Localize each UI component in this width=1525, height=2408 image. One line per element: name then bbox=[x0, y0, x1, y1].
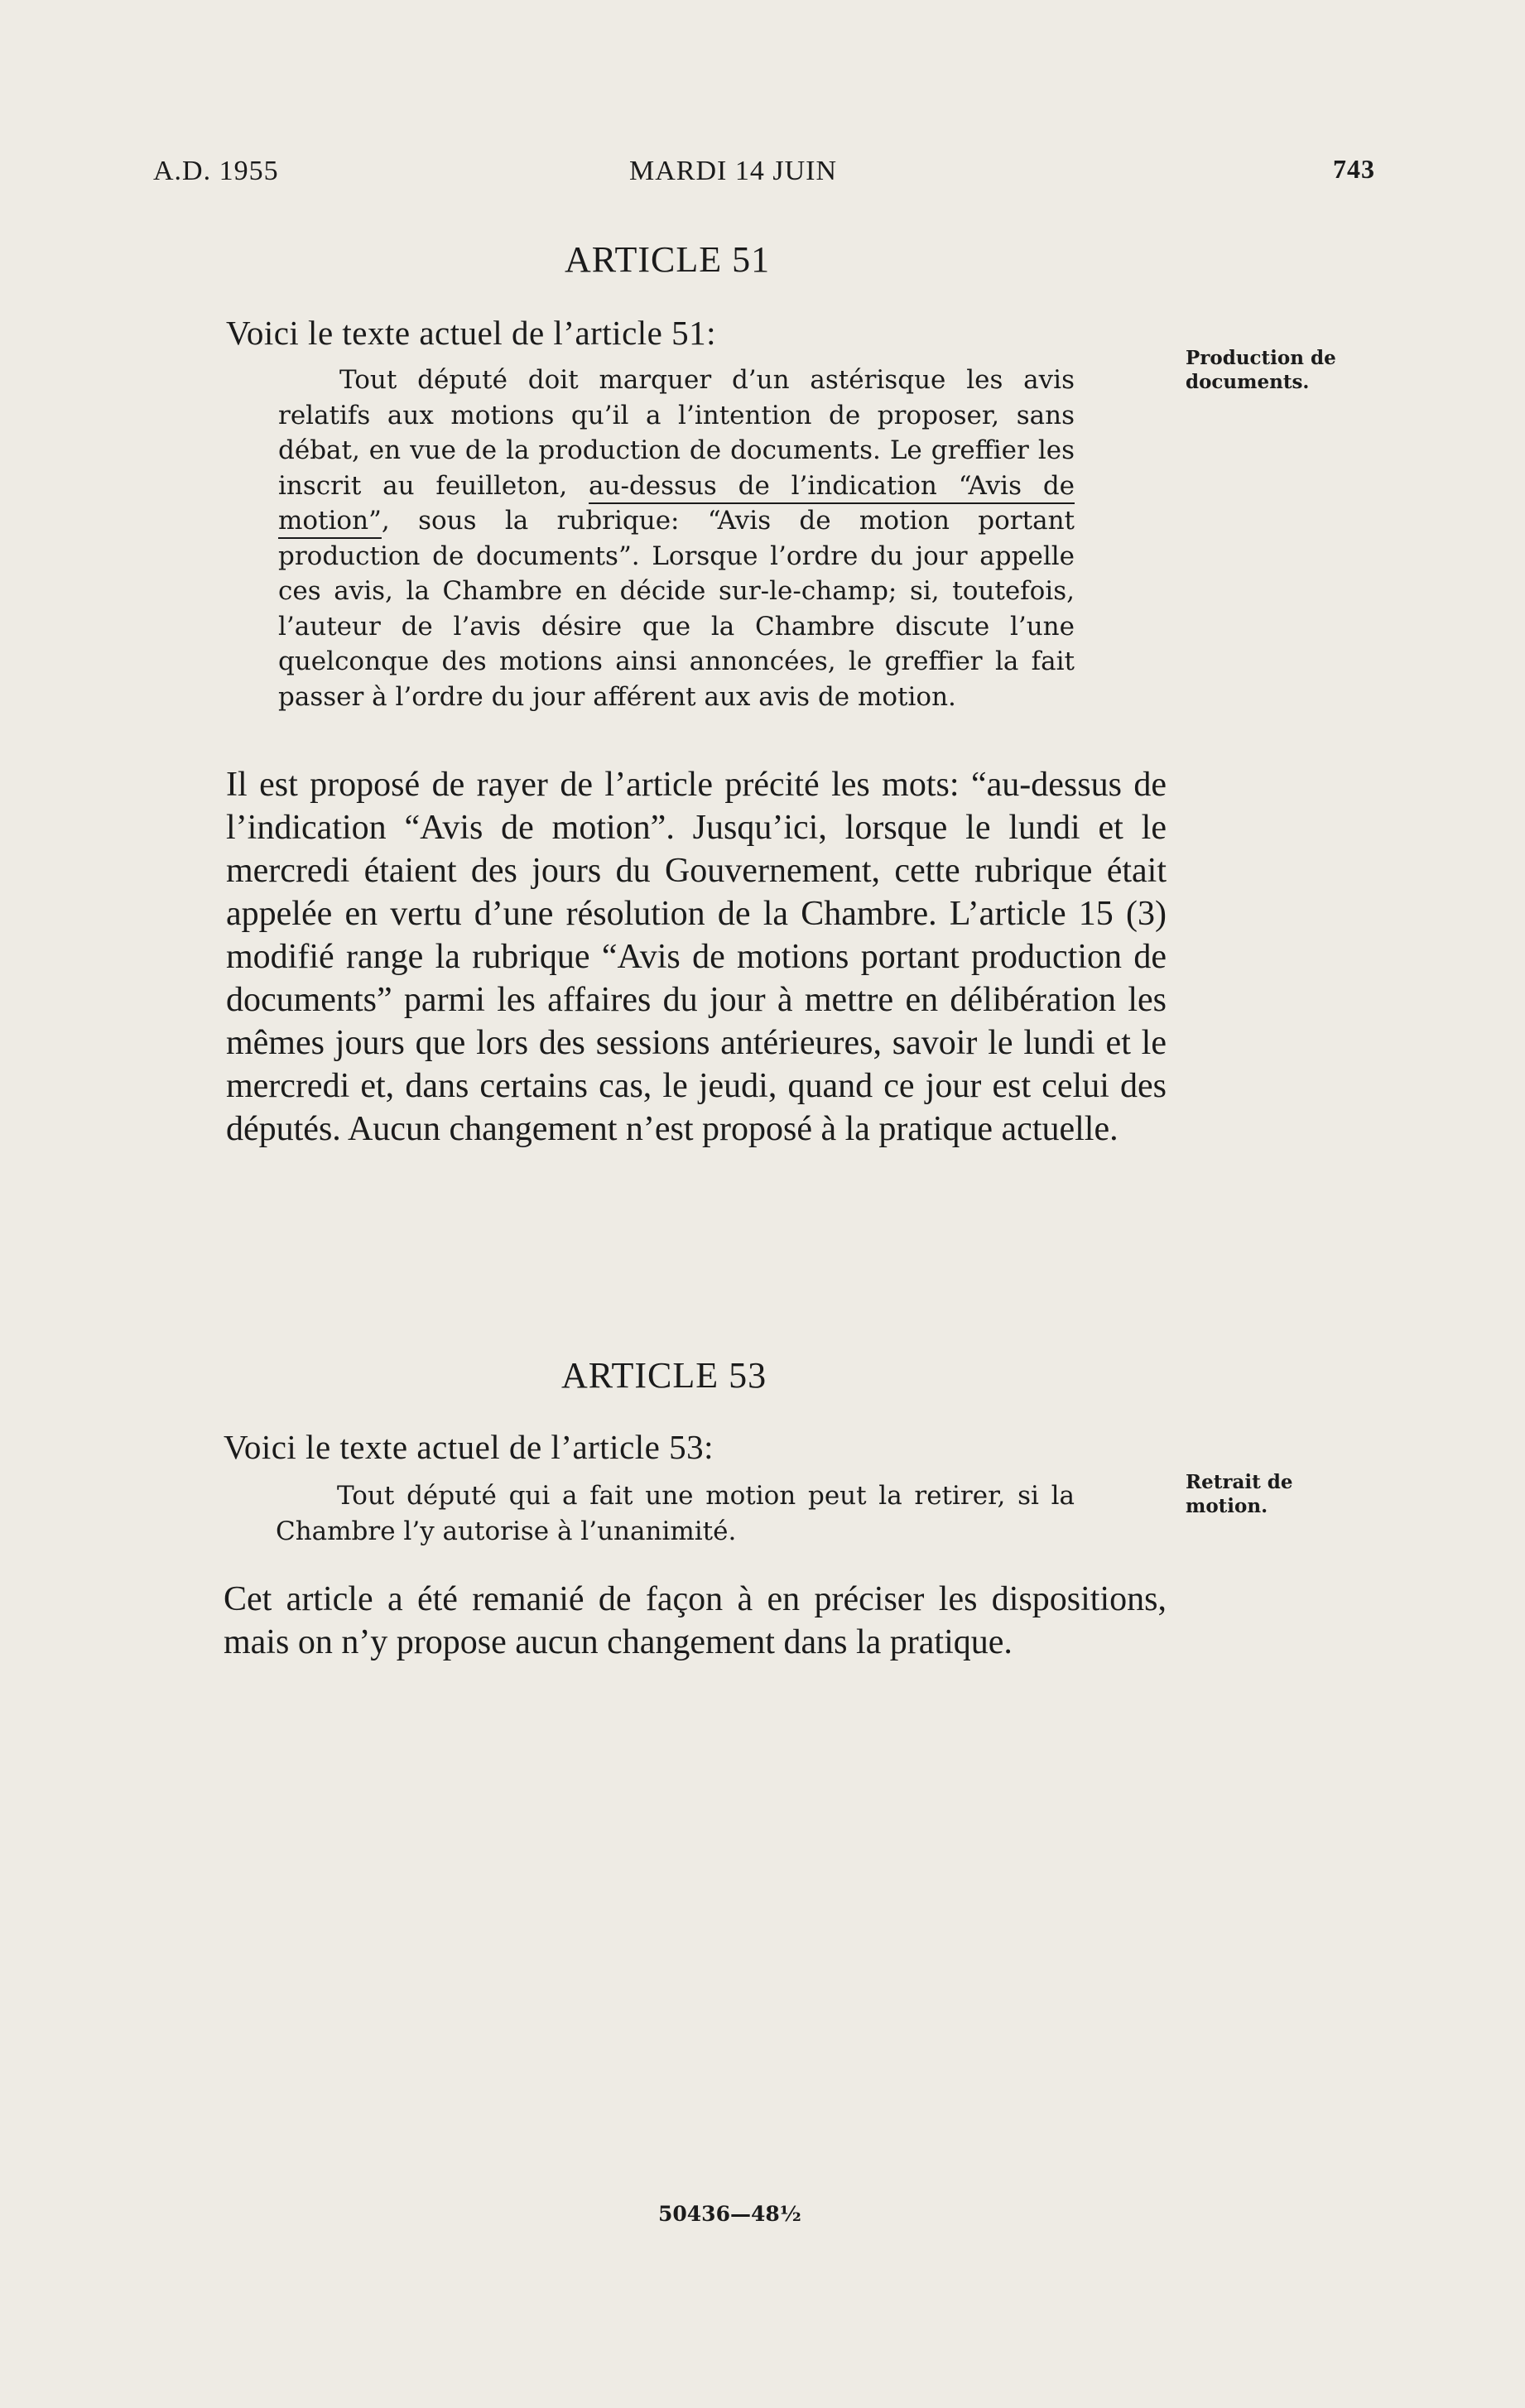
header-date: MARDI 14 JUIN bbox=[629, 156, 837, 186]
header-year: A.D. 1955 bbox=[153, 156, 279, 186]
quote-text-part-2: , sous la rubrique: “Avis de motion portant production de documents”. Lorsque l’ordre du jour appelle ces avis, la Chambre en décide sur-le-champ; si, toutefois, l’auteur de l’avis désire que la Chambre discute l’une quelconque des motions ainsi annoncées, le greffier la fait passer à l’ordre du jour afférent aux avis de motion. bbox=[278, 506, 1075, 712]
footer-code: 50436—48½ bbox=[658, 2202, 801, 2226]
page-number: 743 bbox=[1333, 154, 1375, 184]
article-53-intro: Voici le texte actuel de l’article 53: bbox=[224, 1428, 714, 1466]
article-53-commentary: Cet article a été remanié de façon à en préciser les dispositions, mais on n’y propose aucun changement dans la pratique. bbox=[224, 1580, 1167, 1661]
margin-note-production: Production de documents. bbox=[1186, 347, 1336, 393]
article-51-title: ARTICLE 51 bbox=[565, 239, 771, 280]
quote-text-part-1: Tout député doit marquer d’un astérisque les avis relatifs aux motions qu’il a l’intention de proposer, sans débat, en vue de la production de documents. Le greffier les inscrit au feuilleton, bbox=[278, 365, 1075, 501]
article-51-intro: Voici le texte actuel de l’article 51: bbox=[226, 314, 716, 352]
margin-note-retrait: Retrait de motion. bbox=[1186, 1471, 1293, 1517]
quote-underlined-text: au-dessus de l’indication “Avis de motion” bbox=[278, 470, 1075, 536]
article-51-commentary: Il est proposé de rayer de l’article précité les mots: “au-dessus de l’indication “Avis de motion”. Jusqu’ici, lorsque le lundi et le mercredi étaient des jours du Gouvernement, cette rubrique était appelée en vertu d’une résolution de la Chambre. L’article 15 (3) modifié range la rubrique “Avis de motions portant production de documents” parmi les affaires du jour à mettre en délibération les mêmes jours que lors des sessions antérieures, savoir le lundi et le mercredi et, dans certains cas, le jeudi, quand ce jour est celui des députés. Aucun changement n’est proposé à la pratique actuelle. bbox=[226, 766, 1167, 1148]
article-51-quoted-text bbox=[278, 363, 1075, 714]
article-53-title: ARTICLE 53 bbox=[561, 1355, 767, 1396]
article-53-quoted-text: Tout député qui a fait une motion peut la retirer, si la Chambre l’y autorise à l’unanimité. bbox=[276, 1481, 1075, 1546]
